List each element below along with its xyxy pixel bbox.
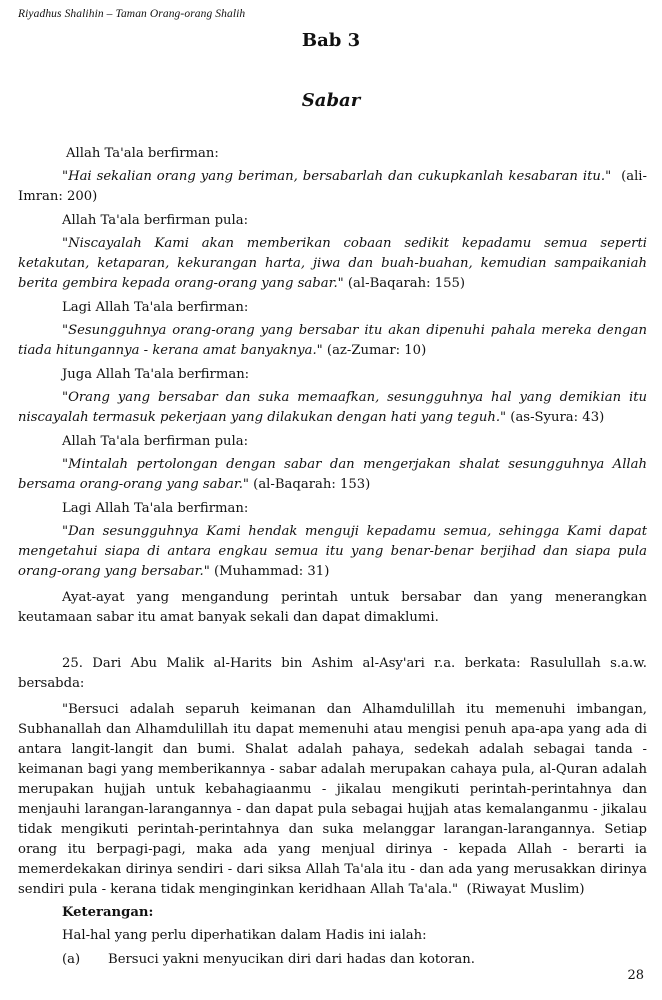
verse-intro: Lagi Allah Ta'ala berfirman: [62, 501, 249, 516]
running-header: Riyadhus Shalihin – Taman Orang-orang Shalih [18, 8, 246, 20]
verse-text: "Orang yang bersabar dan suka memaafkan, sesungguhnya hal yang demikian itu niscayalah termasuk pekerjaan yang dilakukan dengan hati yang teguh." [18, 390, 647, 425]
verse-paragraph [18, 388, 647, 428]
note-list-item [18, 950, 647, 970]
hadith-reference: (Riwayat Muslim) [466, 882, 585, 897]
verse-intro: Allah Ta'ala berfirman: [66, 146, 219, 161]
verse-paragraph [18, 522, 647, 582]
verse-text: "Sesungguhnya orang-orang yang bersabar itu akan dipenuhi pahala mereka dengan tiada hitungannya - kerana amat banyaknya." [18, 323, 647, 358]
verse-reference: (Muhammad: 31) [213, 564, 330, 579]
notes-heading: Keterangan: [62, 905, 154, 920]
chapter-title: Sabar [301, 90, 361, 111]
verse-text: "Niscayalah Kami akan memberikan cobaan sedikit kepadamu semua seperti ketakutan, ketaparan, kekurangan harta, jiwa dan buah-buahan, kemudian sampaikaniah berita gembira kepada orang-orang yang sabar." [18, 236, 647, 291]
verse-paragraph [18, 234, 647, 294]
summary-paragraph: Ayat-ayat yang mengandung perintah untuk bersabar dan yang menerangkan keutamaan sabar itu amat banyak sekali dan dapat dimaklumi. [18, 590, 647, 625]
verse-intro: Juga Allah Ta'ala berfirman: [62, 367, 250, 382]
page-body [18, 144, 647, 970]
verse-reference: (as-Syura: 43) [510, 410, 605, 425]
verse-text: "Hai sekalian orang yang beriman, bersabarlah dan cukupkanlah kesabaran itu." [62, 169, 612, 184]
verse-intro: Allah Ta'ala berfirman pula: [62, 434, 249, 449]
verse-text: "Dan sesungguhnya Kami hendak menguji kepadamu semua, sehingga Kami dapat mengetahui siapa di antara engkau semua itu yang benar-benar berjihad dan siapa pula orang-orang yang bersabar." [18, 524, 647, 579]
verse-paragraph [18, 321, 647, 361]
verse-reference: (ali-Imran: 200) [18, 169, 647, 204]
page-number: 28 [627, 968, 644, 983]
notes-intro: Hal-hal yang perlu diperhatikan dalam Hadis ini ialah: [62, 928, 427, 943]
verse-reference: (al-Baqarah: 153) [253, 477, 371, 492]
note-item-text: Bersuci yakni menyucikan diri dari hadas dan kotoran. [108, 952, 475, 967]
verse-paragraph [18, 167, 647, 207]
hadith-paragraph [18, 700, 647, 900]
note-item-label: (a) [62, 952, 81, 967]
chapter-number: Bab 3 [301, 30, 361, 51]
verse-text: "Mintalah pertolongan dengan sabar dan mengerjakan shalat sesungguhnya Allah bersama orang-orang yang sabar." [18, 457, 647, 492]
hadith-intro: 25. Dari Abu Malik al-Harits bin Ashim al-Asy'ari r.a. berkata: Rasulullah s.a.w. bersabda: [18, 656, 647, 691]
verse-paragraph [18, 455, 647, 495]
verse-intro: Lagi Allah Ta'ala berfirman: [62, 300, 249, 315]
verse-intro: Allah Ta'ala berfirman pula: [62, 213, 249, 228]
verse-reference: (az-Zumar: 10) [326, 343, 427, 358]
verse-reference: (al-Baqarah: 155) [347, 276, 466, 291]
hadith-text: "Bersuci adalah separuh keimanan dan Alhamdulillah itu memenuhi imbangan, Subhanallah dan Alhamdulillah itu dapat memenuhi atau mengisi penuh apa-apa yang ada di antara langit-langit dan bumi. Shalat adalah pahaya, sedekah adalah sebagai tanda - keimanan bagi yang memberikannya - sabar adalah merupakan cahaya pula, al-Quran adalah merupakan hujjah untuk kebahagiaanmu - jikalau mengikuti perintah-perintahnya dan menjauhi larangan-larangannya - dan dapat pula sebagai hujjah atas kemalanganmu - jikalau tidak mengikuti perintah-perintahnya dan suka melanggar larangan-larangannya. Setiap orang itu berpagi-pagi, maka ada yang menjual dirinya - kepada Allah - berarti ia memerdekakan dirinya sendiri - dari siksa Allah Ta'ala itu - dan ada yang merusakkan dirinya sendiri pula - kerana tidak menginginkan keridhaan Allah Ta'ala." [18, 702, 647, 897]
